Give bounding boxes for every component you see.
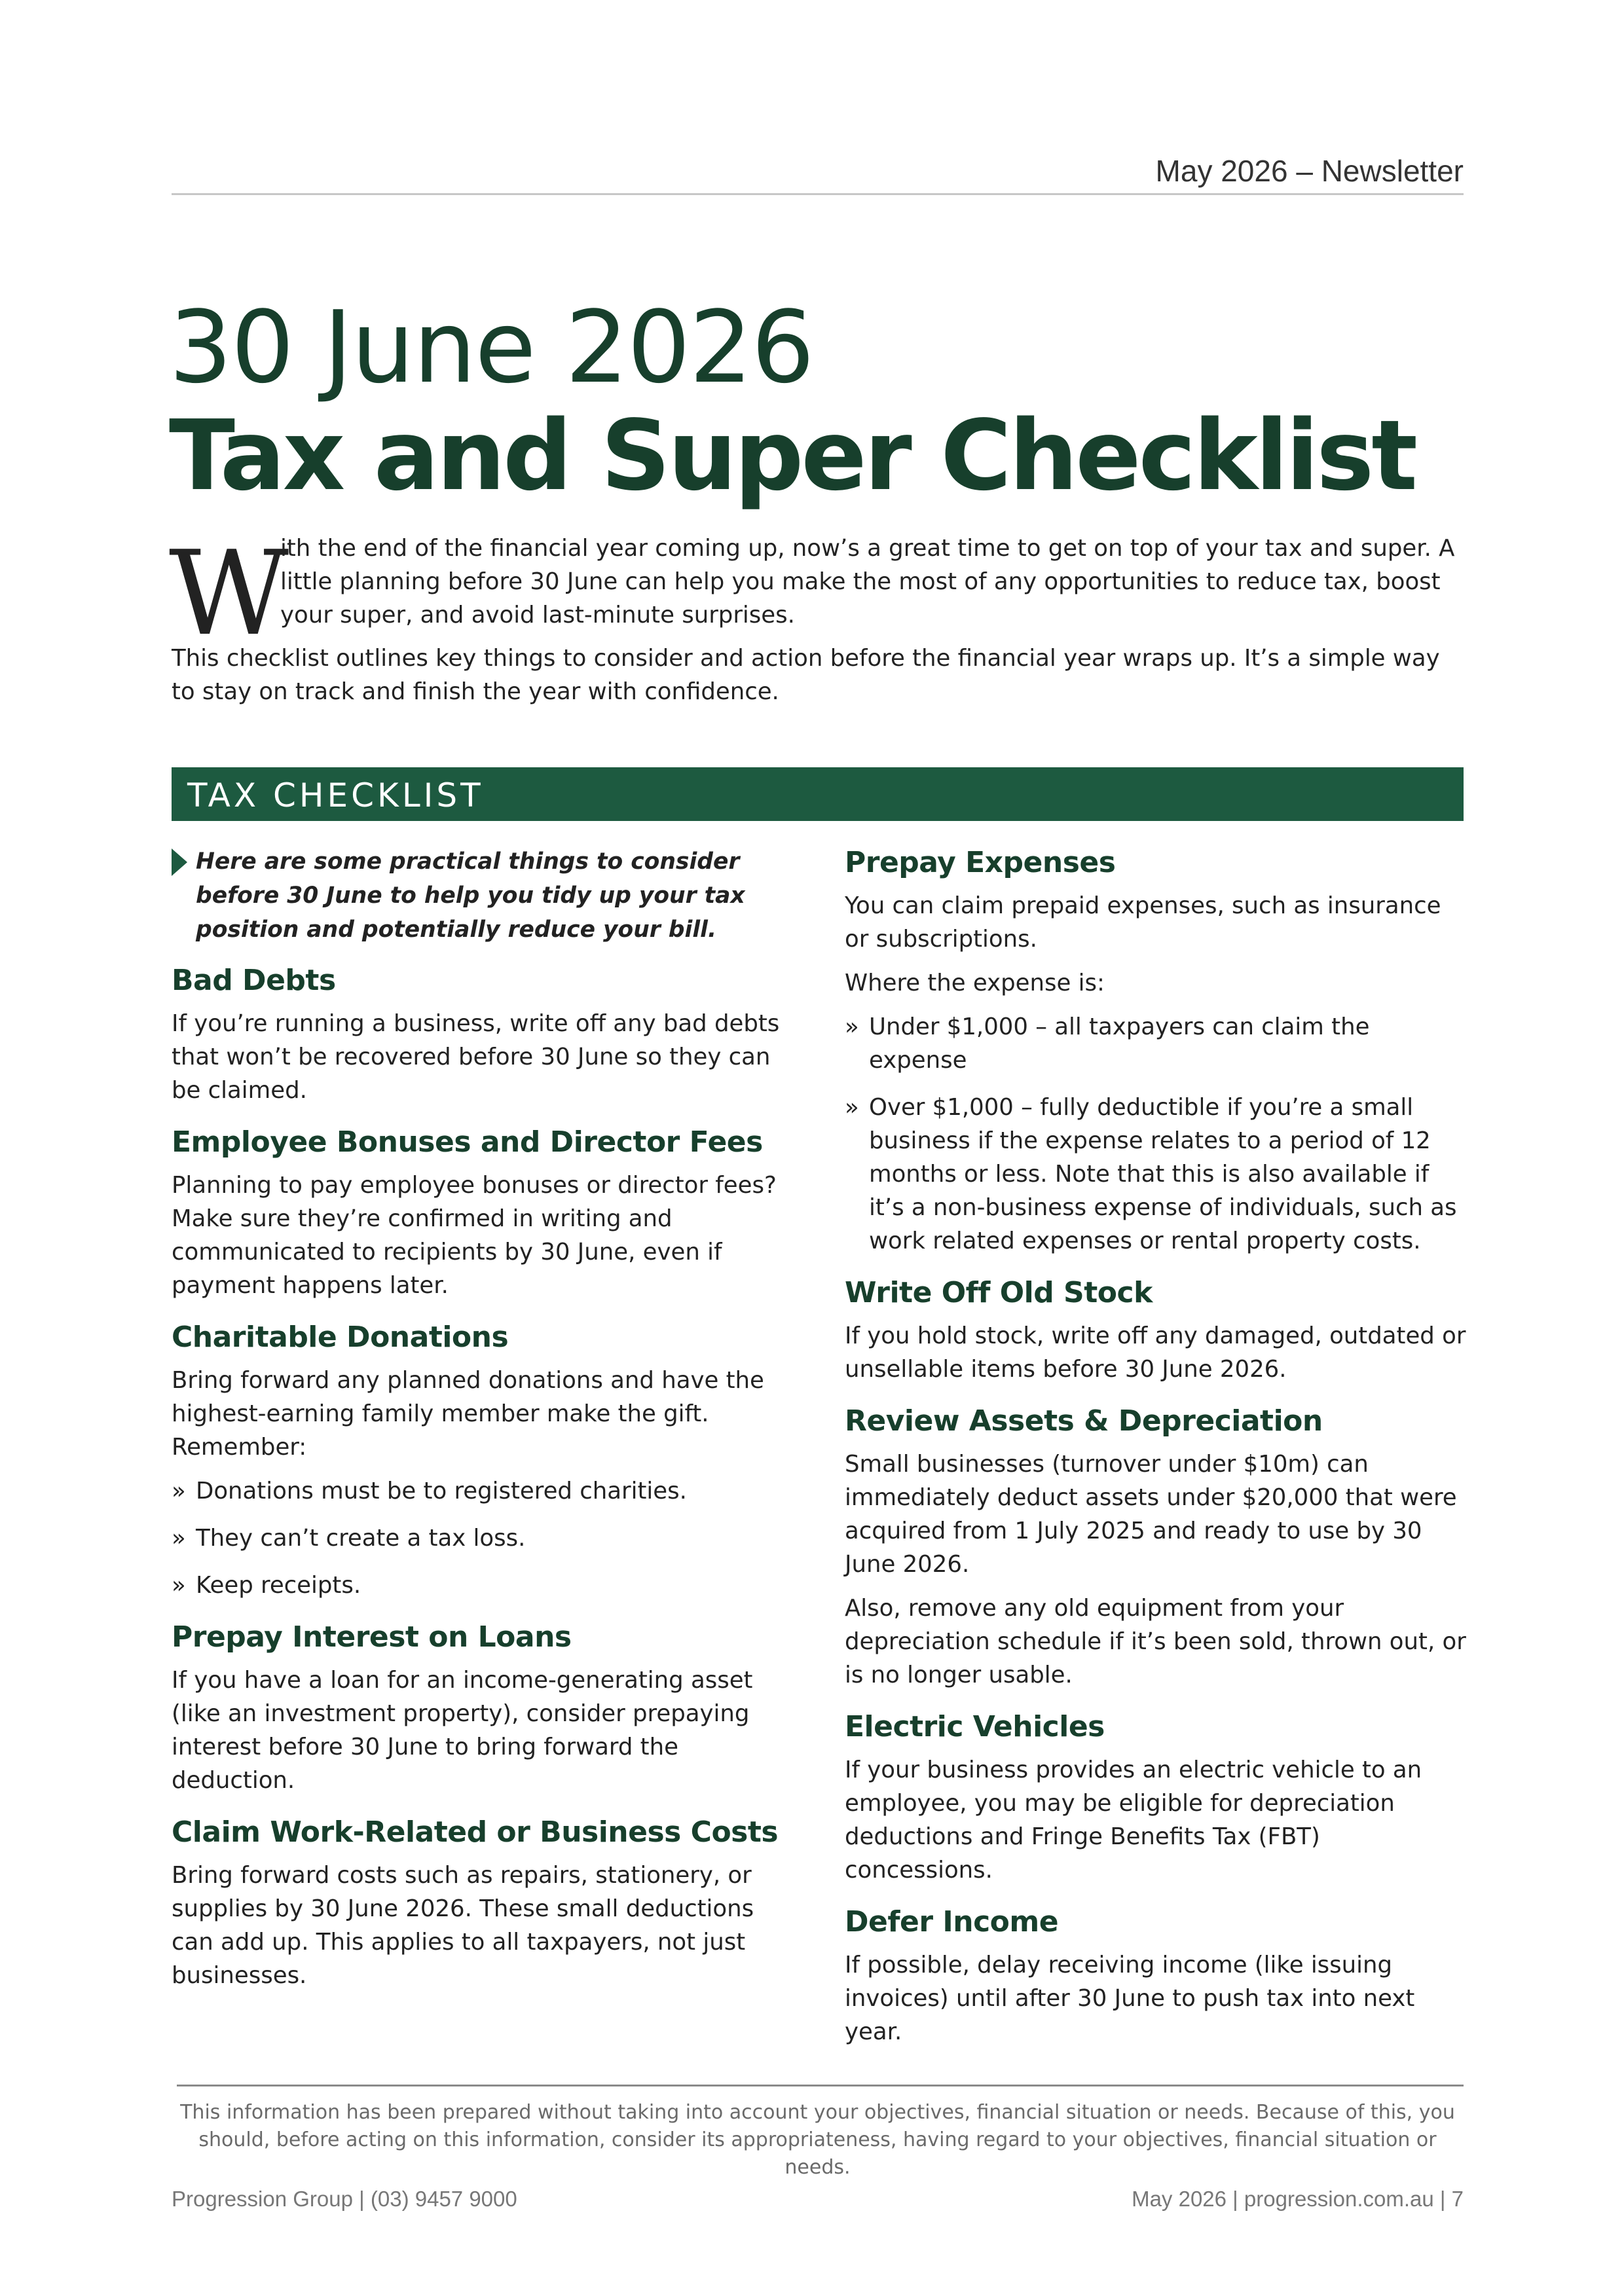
bullet-icon: » xyxy=(845,1094,859,1121)
footer-page-info: May 2026 | progression.com.au | 7 xyxy=(1132,2187,1464,2211)
section-body: Planning to pay employee bonuses or director fees? Make sure they’re confirmed in writing and communicated to recipients by 30 June, even if payment happens later. xyxy=(172,1172,777,1299)
section-band xyxy=(172,767,1464,821)
section-bad-debts xyxy=(172,962,794,1107)
section-body: Bring forward costs such as repairs, stationery, or supplies by 30 June 2026. These small deductions can add up. This applies to all taxpayers, not just businesses. xyxy=(172,1862,754,1989)
section-heading: Write Off Old Stock xyxy=(845,1276,1153,1309)
section-bonuses xyxy=(172,1124,794,1302)
header-divider xyxy=(172,193,1464,195)
section-body: If possible, delay receiving income (like issuing invoices) until after 30 June to push tax into next year. xyxy=(845,1952,1415,2045)
section-body: If you hold stock, write off any damaged, outdated or unsellable items before 30 June 2026. xyxy=(845,1322,1466,1383)
newsletter-header: May 2026 – Newsletter xyxy=(1155,154,1464,188)
section-body: If you’re running a business, write off any bad debts that won’t be recovered before 30 June so they can be claimed. xyxy=(172,1010,780,1104)
section-electric-vehicles xyxy=(845,1709,1467,1887)
list-item xyxy=(845,1010,1467,1077)
section-heading: Prepay Interest on Loans xyxy=(172,1620,572,1654)
section-heading: Employee Bonuses and Director Fees xyxy=(172,1125,763,1159)
intro-paragraph-2: This checklist outlines key things to consider and action before the financial year wraps up. It’s a simple way to stay on track and finish the year with confidence. xyxy=(172,645,1440,705)
section-work-costs xyxy=(172,1814,794,1992)
triangle-icon xyxy=(172,848,187,876)
list-item-text: Over $1,000 – fully deductible if you’re a small business if the expense relates to a period of 12 months or less. Note that this is also available if it’s a non-business expense of individuals, such as work related expenses or rental property costs. xyxy=(869,1094,1457,1254)
footer-divider xyxy=(177,2085,1464,2086)
bullet-list xyxy=(172,1474,794,1602)
section-heading: Review Assets & Depreciation xyxy=(845,1404,1323,1438)
page-title: Tax and Super Checklist xyxy=(169,399,1416,512)
section-body: Also, remove any old equipment from your depreciation schedule if it’s been sold, thrown out, or is no longer usable. xyxy=(845,1595,1466,1688)
footer-contact: Progression Group | (03) 9457 9000 xyxy=(172,2187,517,2211)
lead-callout xyxy=(172,845,794,947)
list-item xyxy=(845,1091,1467,1258)
section-body: If your business provides an electric vehicle to an employee, you may be eligible for depreciation deductions and Fringe Benefits Tax (FBT) concessions. xyxy=(845,1757,1422,1884)
list-item-text: They can’t create a tax loss. xyxy=(196,1525,526,1552)
intro-drop-cap: W xyxy=(169,526,289,661)
section-body: Bring forward any planned donations and have the highest-earning family member make the gift. Remember: xyxy=(172,1367,764,1461)
bullet-icon: » xyxy=(172,1478,186,1504)
list-item xyxy=(172,1474,794,1508)
section-assets xyxy=(845,1403,1467,1692)
section-body: You can claim prepaid expenses, such as insurance or subscriptions. xyxy=(845,892,1441,953)
section-body: Small businesses (turnover under $10m) can immediately deduct assets under $20,000 that were acquired from 1 July 2025 and ready to use by 30 June 2026. xyxy=(845,1451,1457,1578)
section-prepay-expenses xyxy=(845,845,1467,1258)
section-interest xyxy=(172,1619,794,1797)
list-item xyxy=(172,1569,794,1602)
left-column xyxy=(172,845,794,2009)
page-title-date: 30 June 2026 xyxy=(169,289,813,405)
intro-paragraph-1: ith the end of the financial year coming up, now’s a great time to get on top of your tax and super. A little planning before 30 June can help you make the most of any opportunities to reduce tax, boost your super, and avoid last-minute surprises. xyxy=(280,535,1455,629)
section-body: If you have a loan for an income-generating asset (like an investment property), consider prepaying interest before 30 June to bring forward the deduction. xyxy=(172,1667,753,1794)
section-heading: Prepay Expenses xyxy=(845,846,1116,879)
bullet-icon: » xyxy=(845,1013,859,1040)
section-heading: Defer Income xyxy=(845,1905,1059,1939)
list-item-text: Keep receipts. xyxy=(196,1572,361,1599)
section-heading: Electric Vehicles xyxy=(845,1710,1105,1743)
right-column xyxy=(845,845,1467,2066)
bullet-icon: » xyxy=(172,1525,186,1552)
section-heading: Bad Debts xyxy=(172,964,336,997)
bullet-list xyxy=(845,1010,1467,1258)
section-defer-income xyxy=(845,1904,1467,2049)
section-donations xyxy=(172,1319,794,1602)
list-item xyxy=(172,1522,794,1555)
section-heading: Charitable Donations xyxy=(172,1321,509,1354)
section-band-label: TAX CHECKLIST xyxy=(187,776,484,814)
section-heading: Claim Work-Related or Business Costs xyxy=(172,1815,779,1849)
list-item-text: Under $1,000 – all taxpayers can claim the expense xyxy=(869,1013,1370,1074)
bullet-icon: » xyxy=(172,1572,186,1599)
section-body: Where the expense is: xyxy=(845,970,1105,996)
section-old-stock xyxy=(845,1275,1467,1386)
disclaimer: This information has been prepared without taking into account your objectives, financial situation or needs. Because of this, you should, before acting on this information, consider its appropriateness, having regard to your objectives, financial situation or needs. xyxy=(180,2101,1455,2179)
lead-text: Here are some practical things to consider before 30 June to help you tidy up your tax position and potentially reduce your bill. xyxy=(196,848,745,943)
list-item-text: Donations must be to registered charities. xyxy=(196,1478,687,1504)
